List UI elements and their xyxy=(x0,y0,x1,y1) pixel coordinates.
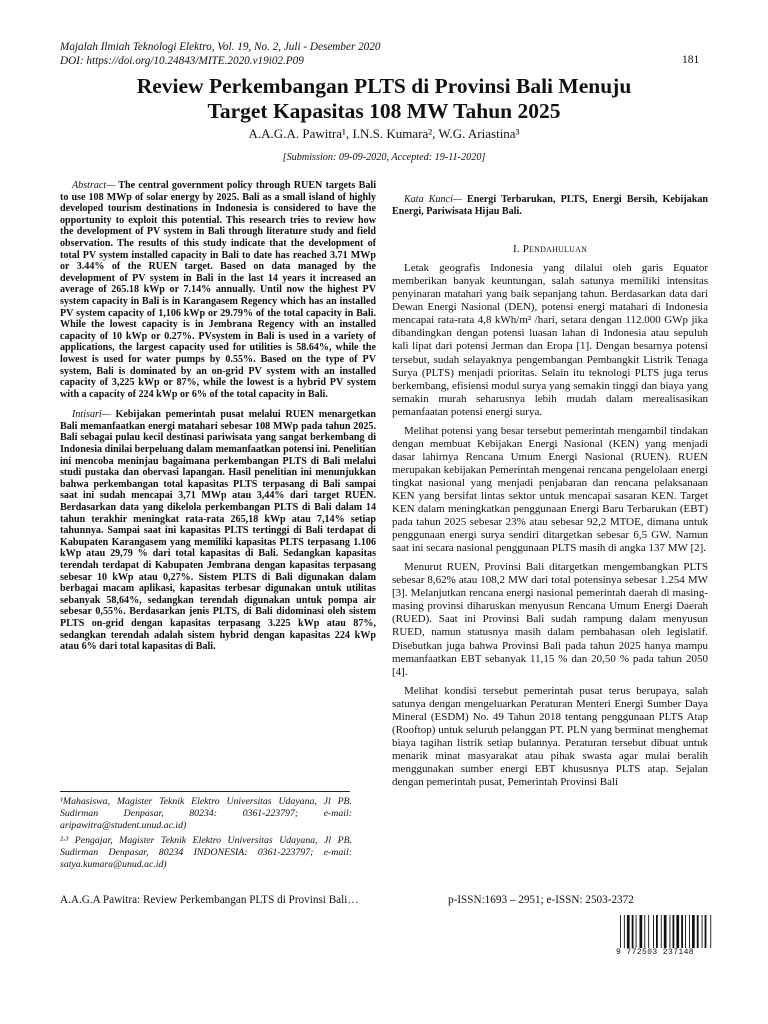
title-line-1: Review Perkembangan PLTS di Provinsi Bali Menuju xyxy=(136,74,632,98)
barcode-bar xyxy=(697,915,699,949)
intisari xyxy=(60,409,376,652)
intisari-label: Intisari— xyxy=(72,409,111,421)
barcode-bar xyxy=(689,915,690,949)
keywords xyxy=(392,194,708,217)
footer-citation: A.A.G.A Pawitra: Review Perkembangan PLTS di Provinsi Bali… xyxy=(60,894,359,906)
barcode-bar xyxy=(632,915,634,949)
barcode-bar xyxy=(627,915,630,949)
abstract xyxy=(60,180,376,400)
journal-citation: Majalah Ilmiah Teknologi Elektro, Vol. 19, No. 2, Juli - Desember 2020 xyxy=(60,41,381,53)
barcode-bar xyxy=(661,915,662,949)
section-title: Pendahuluan xyxy=(522,243,588,256)
title-line-2: Target Kapasitas 108 MW Tahun 2025 xyxy=(207,99,561,123)
barcode-bar xyxy=(705,915,707,949)
right-column xyxy=(392,194,708,795)
left-column xyxy=(60,180,376,662)
footnote-2: ²·³ Pengajar, Magister Teknik Elektro Universitas Udayana, Jl PB. Sudirman Denpasar, 80234 INDONESIA: 0361-223797; e-mail: satya.kumara@unud.ac.id) xyxy=(60,835,352,870)
barcode-bar xyxy=(702,915,703,949)
footnote-divider xyxy=(60,791,350,792)
barcode-bar xyxy=(636,915,637,949)
barcode-bar xyxy=(685,915,686,949)
barcode-bar xyxy=(676,915,679,949)
submission-dates: [Submission: 09-09-2020, Accepted: 19-11-2020] xyxy=(282,152,486,163)
barcode-bar xyxy=(644,915,645,949)
barcode-bar xyxy=(656,915,658,949)
abstract-label: Abstract— xyxy=(72,180,116,191)
barcode-bar xyxy=(620,915,621,949)
keywords-label: Kata Kunci— xyxy=(404,194,462,205)
footnote-1: ¹Mahasiswa, Magister Teknik Elektro Universitas Udayana, Jl PB. Sudirman Denpasar, 80234: 0361-223797; e-mail: aripawitra@student.unud.ac.id) xyxy=(60,796,352,831)
footer-issn: p-ISSN:1693 – 2951; e-ISSN: 2503-2372 xyxy=(448,894,634,906)
barcode-bar xyxy=(648,915,649,949)
keywords-text: Energi Terbarukan, PLTS, Energi Bersih, Kebijakan Energi, Pariwisata Hijau Bali. xyxy=(392,194,708,217)
barcode-bar xyxy=(673,915,675,949)
abstract-text: The central government policy through RUEN targets Bali to use 108 MWp of solar energy by 2025. Bali as a small island of highly developed tourism destinations in Indonesia is considered to have the opportunity to exploit this potential. This research tries to review how the development of PV system in Bali through literature study and field observation. The results of this study indicate that the development of total PV system installed capacity in Bali to date has reached 3.71 MWp or 3.44% of the RUEN target. Based on data managed by the development of PV system in Bali in the last 14 years it increased an average of 265.18 kWp or 7.14% annually. Until now the highest PV system capacity in Bali is in Karangasem Regency which has an installed PV system capacity of 1,106 kWp or 29.79% of the total capacity in Bali. While the lowest capacity is in Jembrana Regency with an installed capacity of 10 kWp or 0.27%. PVsystem in Bali is used in a variety of applications, the largest capacity used for utilities is 58.64%, while the lowest is used for water pumps by 0.55%. Based on the type of PV system, Bali is dominated by an on-grid PV system with an installed capacity of 3,225 kWp or 87%, while the lowest is a hybrid PV system with a capacity of 224 kWp or 6% of the total capacity in Bali. xyxy=(60,180,376,400)
doi-line[interactable]: DOI: https://doi.org/10.24843/MITE.2020.v19i02.P09 xyxy=(60,55,304,67)
body-paragraph-4: Melihat kondisi tersebut pemerintah pusat terus berupaya, salah satunya dengan mengeluarkan Peraturan Menteri Energi Sumber Daya Mineral (ESDM) No. 49 Tahun 2018 tentang penggunaan PLTS Atap (Rooftop) untuk seluruh pelanggan PT. PLN yang berminat menghemat biaya tagihan listrik setiap bulannya. Peraturan tersebut dibuat untuk menarik minat masyarakat atau pihak swasta agar mulai beralih menggunakan sumber energi EBT khususnya PLTS atap. Sejalan dengan pemerintah pusat, Pemerintah Provinsi Bali xyxy=(392,684,708,788)
barcode-bar xyxy=(624,915,625,949)
body-paragraph-2: Melihat potensi yang besar tersebut pemerintah mengambil tindakan dengan membuat Kebijakan Energi Nasional (KEN) yang menjadi dasar lahirnya Rencana Umum Energi Nasional (RUEN). RUEN merupakan kebijakan Pemerintah mengenai rencana pengelolaan energi tingkat nasional yang menjadi penjabaran dan rencana pelaksanaan KEN yang bersifat lintas sektor untuk mencapai sasaran KEN. Target KEN dalam meningkatkan penggunaan Energi Baru Terbarukan (EBT) pada tahun 2025 sebesar 23% atau sebesar 92,2 MTOE, dimana untuk penggunaan energi surya sendiri ditargetkan sebesar 6,5 GW. Namun saat ini secara nasional penggunaan PLTS masih di angka 137 MW [2]. xyxy=(392,424,708,555)
barcode-bar xyxy=(692,915,695,949)
section-number: I. xyxy=(512,243,520,256)
barcode-bar xyxy=(640,915,643,949)
body-paragraph-1: Letak geografis Indonesia yang dilalui oleh garis Equator memberikan banyak keuntungan, salah satunya memiliki intensitas penyinaran matahari yang baik sepanjang tahun. Berdasarkan data dari Dewan Energi Nasional (DEN), potensi energi matahari di Indonesia mencapai rata-rata 4,8 kWh/m² /hari, setara dengan 112.000 GWp jika dibandingkan dengan potensi luasan lahan di Indonesia atau sepuluh kali lipat dari potensi Jerman dan Eropa [1]. Dengan besarnya potensi tersebut, sudah selayaknya pengembangan Pembangkit Listrik Tenaga Surya (PLTS) menjadi prioritas. Selain itu teknologi PLTS juga terus berkembang, efisiensi modul surya yang semakin tinggi dan biaya yang semakin murah seharusnya lebih mudah dalam merealisasikan pemanfaatan potensi energi surya. xyxy=(392,262,708,418)
paper-title xyxy=(60,74,708,124)
intisari-text: Kebijakan pemerintah pusat melalui RUEN menargetkan Bali memanfaatkan energi matahari sebesar 108 MWp pada tahun 2025. Bali sebagai pulau kecil destinasi pariwisata yang sangat berkembang di Indonesia dinilai berpeluang dalam memanfaatkan potensi ini. Penelitian ini mencoba meninjau bagaimana perkembangan PLTS di Bali melalui studi pustaka dan obervasi lapangan. Hasil penelitian ini menunjukkan bahwa perkembangan total kapasitas PLTS terpasang di Bali sampai saat ini sudah mencapai 3,71 MWp atau 3,44% dari target RUEN. Berdasarkan data yang dikelola perkembangan PLTS di Bali dalam 14 tahun terakhir meningkat rata-rata 265,18 kWp atau 7,14% setiap tahunnya. Sampai saat ini kapasitas PLTS tertinggi di Bali terdapat di Kabupaten Karangasem yang memiliki kapasitas PLTS terpasang 1.106 kWp atau 29,79 % dari total kapasitas di Bali. Sedangkan kapasitas terendah terdapat di Kabupaten Jembrana dengan kapasitas terpasang sebesar 10 kWp atau 0,27%. Sistem PLTS di Bali digunakan dalam berbagai macam aplikasi, kapasitas terbesar digunakan untuk utilitas sebanyak 58,64%, sedangkan terendah digunakan untuk pompa air sebesar 0,55%. Berdasarkan jenis PLTS, di Bali didominasi oleh sistem PLTS on-grid dengan kapasitas terpasang 3.225 kWp atau 87%, sedangkan terendah adalah sistem hybrid dengan kapasitas 224 kWp atau 6% dari total kapasitas di Bali. xyxy=(60,409,376,653)
barcode-bar xyxy=(710,915,711,949)
barcode-bar xyxy=(653,915,654,949)
page-number: 181 xyxy=(682,54,700,66)
author-list: A.A.G.A. Pawitra¹, I.N.S. Kumara², W.G. Ariastina³ xyxy=(248,126,520,141)
barcode-bar xyxy=(670,915,671,949)
running-header xyxy=(60,40,710,68)
section-heading xyxy=(392,243,708,255)
barcode-bar xyxy=(664,915,667,949)
barcode-bar xyxy=(681,915,683,949)
barcode-digits: 9 772503 237148 xyxy=(616,948,716,957)
body-paragraph-3: Menurut RUEN, Provinsi Bali ditargetkan mengembangkan PLTS sebesar 8,62% atau 108,2 MW dari total potensinya sebesar 1.254 MW [3]. Melanjutkan rencana energi nasional pemerintah daerah di masing-masing provinsi diharuskan menyusun Rencana Umum Energi Daerah (RUED). Saat ini Provinsi Bali sudah rampung dalam menyusun RUED, namun statusnya masih dalam pembahasan oleh legislatif. Disebutkan juga bahwa Provinsi Bali pada tahun 2025 hanya mampu memanfaatkan EBT sebanyak 11,15 % dan 20,50 % pada tahun 2050 [4]. xyxy=(392,561,708,678)
